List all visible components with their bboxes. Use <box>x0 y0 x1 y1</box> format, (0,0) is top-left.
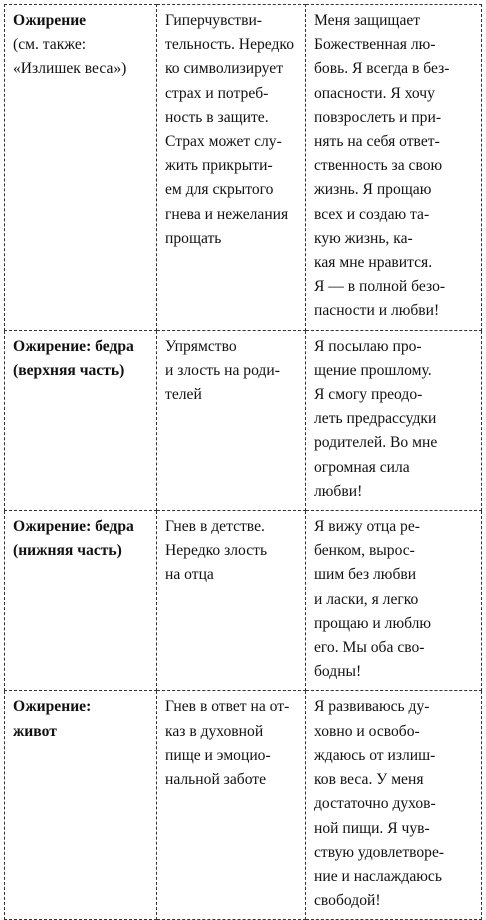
affirmation-line: прощаю и люблю <box>314 614 432 632</box>
problem-line: (верхняя часть) <box>13 361 125 379</box>
affirmation-line: Божественная лю- <box>314 36 436 54</box>
affirmation-line: Я развиваюсь ду- <box>314 698 430 716</box>
problem-line: Ожирение: бедра <box>13 518 134 536</box>
affirmation-line: шим без любви <box>314 566 417 584</box>
affirmation-line: бенком, вырос- <box>314 542 415 560</box>
table-row <box>5 511 482 691</box>
problem-line: (нижняя часть) <box>13 542 122 560</box>
affirmation-table <box>4 4 482 920</box>
table-row <box>5 330 482 510</box>
affirmation-line: кая мне нравится. <box>314 254 433 272</box>
table-row <box>5 5 482 331</box>
problem-line: (см. также: <box>13 36 87 54</box>
cause-line: ность в защите. <box>165 108 269 126</box>
cause-line: Страх может слу- <box>165 133 282 151</box>
problem-cell <box>5 330 157 510</box>
cause-line: на отца <box>165 566 214 584</box>
affirmation-line: ховно и освобо- <box>314 722 420 740</box>
cause-line: жить прикрыти- <box>165 157 273 175</box>
cause-line: и злость на роди- <box>165 361 280 379</box>
cause-line: Нередко злость <box>165 542 268 560</box>
affirmation-line: щение прошлому. <box>314 361 432 379</box>
cause-line: телей <box>165 386 202 404</box>
table-body <box>5 5 482 920</box>
cause-cell <box>157 330 306 510</box>
affirmation-line: повзрослеть и при- <box>314 108 442 126</box>
cause-line: тельность. Нередко <box>165 36 295 54</box>
affirmation-line: кую жизнь, ка- <box>314 229 413 247</box>
affirmation-line: опасности. Я хочу <box>314 84 435 102</box>
affirmation-line: родителей. Во мне <box>314 434 438 452</box>
problem-cell <box>5 511 157 691</box>
affirmation-line: Я вижу отца ре- <box>314 518 420 536</box>
affirmation-line: свободой! <box>314 892 381 910</box>
affirmation-line: всех и создаю та- <box>314 205 430 223</box>
affirmation-line: достаточно духов- <box>314 795 436 813</box>
cause-line: Гиперчувстви- <box>165 12 262 29</box>
cause-line: Гнев в ответ на от- <box>165 698 290 716</box>
affirmation-line: леть предрассудки <box>314 410 437 428</box>
affirmation-cell <box>306 330 482 510</box>
affirmation-line: огромная сила <box>314 458 410 476</box>
cause-cell <box>157 5 306 331</box>
cause-line: нальной заботе <box>165 771 267 789</box>
affirmation-line: Я посылаю про- <box>314 337 422 355</box>
cause-line: Гнев в детстве. <box>165 518 265 536</box>
affirmation-cell <box>306 5 482 331</box>
affirmation-cell <box>306 511 482 691</box>
cause-cell <box>157 511 306 691</box>
problem-line: живот <box>13 722 57 740</box>
affirmation-line: любви! <box>314 482 363 500</box>
affirmation-line: и ласки, я легко <box>314 590 419 608</box>
affirmation-line: его. Мы оба сво- <box>314 639 425 657</box>
affirmation-line: бодны! <box>314 663 362 681</box>
affirmation-line: ждаюсь от излиш- <box>314 746 436 764</box>
affirmation-line: бовь. Я всегда в без- <box>314 60 450 78</box>
affirmation-cell <box>306 691 482 920</box>
cause-line: Упрямство <box>165 337 237 355</box>
affirmation-line: ков веса. У меня <box>314 771 424 789</box>
affirmation-line: ной пищи. Я чув- <box>314 819 430 837</box>
cause-line: прощать <box>165 229 222 247</box>
problem-line: Ожирение: бедра <box>13 337 134 355</box>
affirmation-line: пасности и любви! <box>314 302 440 320</box>
cause-cell <box>157 691 306 920</box>
affirmation-line: ствую удовлетворе- <box>314 843 445 861</box>
affirmation-line: нять на себя ответ- <box>314 133 440 151</box>
affirmation-line: жизнь. Я прощаю <box>314 181 432 199</box>
cause-line: ем для скрытого <box>165 181 274 199</box>
affirmation-line: Меня защищает <box>314 12 421 29</box>
problem-cell <box>5 5 157 331</box>
problem-line: Ожирение: <box>13 698 92 716</box>
cause-line: пище и эмоцио- <box>165 746 271 764</box>
cause-line: ко символизирует <box>165 60 284 78</box>
problem-line: «Излишек веса») <box>13 60 127 78</box>
cause-line: страх и потреб- <box>165 84 269 102</box>
affirmation-line: Я смогу преодо- <box>314 386 423 404</box>
affirmation-line: ние и наслаждаюсь <box>314 867 442 885</box>
affirmation-line: Я — в полной безо- <box>314 278 446 296</box>
problem-cell <box>5 691 157 920</box>
cause-line: каз в духовной <box>165 722 264 740</box>
table-row <box>5 691 482 920</box>
cause-line: гнева и нежелания <box>165 205 289 223</box>
affirmation-line: ственность за свою <box>314 157 443 175</box>
problem-line: Ожирение <box>13 12 87 29</box>
